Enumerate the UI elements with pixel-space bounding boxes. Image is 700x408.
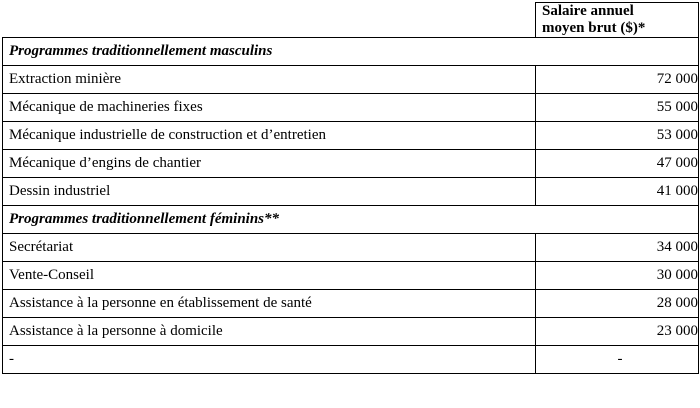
- salary-cell: 53 000: [536, 122, 699, 150]
- table-row: [3, 94, 699, 122]
- program-cell: Assistance à la personne à domicile: [3, 318, 536, 346]
- table-row: [3, 262, 699, 290]
- salary-cell: 72 000: [536, 66, 699, 94]
- section-title-male: Programmes traditionnellement masculins: [3, 38, 699, 66]
- table-row: [3, 290, 699, 318]
- salary-header-line1: Salaire annuel: [542, 3, 634, 19]
- table-row: [3, 346, 699, 374]
- salary-cell: 41 000: [536, 178, 699, 206]
- salary-header-line2: moyen brut ($)*: [542, 20, 646, 36]
- header-empty-cell: [3, 3, 536, 38]
- salary-cell: 55 000: [536, 94, 699, 122]
- salary-cell: 23 000: [536, 318, 699, 346]
- program-cell: Mécanique de machineries fixes: [3, 94, 536, 122]
- program-cell: Mécanique industrielle de construction et d’entretien: [3, 122, 536, 150]
- salary-cell: 47 000: [536, 150, 699, 178]
- section-row-male: [3, 38, 699, 66]
- table-row: [3, 66, 699, 94]
- program-cell: Assistance à la personne en établissement de santé: [3, 290, 536, 318]
- table-row: [3, 150, 699, 178]
- table-row: [3, 318, 699, 346]
- table-row: [3, 122, 699, 150]
- program-cell: Vente-Conseil: [3, 262, 536, 290]
- salary-column-header: [536, 3, 699, 38]
- table-row: [3, 234, 699, 262]
- section-row-female: [3, 206, 699, 234]
- program-cell: Dessin industriel: [3, 178, 536, 206]
- salary-cell: 30 000: [536, 262, 699, 290]
- salary-table: [2, 2, 699, 374]
- program-cell: Extraction minière: [3, 66, 536, 94]
- section-title-female: Programmes traditionnellement féminins**: [3, 206, 699, 234]
- program-cell: Secrétariat: [3, 234, 536, 262]
- table-row: [3, 178, 699, 206]
- salary-cell: -: [536, 346, 699, 374]
- salary-cell: 34 000: [536, 234, 699, 262]
- salary-cell: 28 000: [536, 290, 699, 318]
- table-header-row: [3, 3, 699, 38]
- program-cell: -: [3, 346, 536, 374]
- program-cell: Mécanique d’engins de chantier: [3, 150, 536, 178]
